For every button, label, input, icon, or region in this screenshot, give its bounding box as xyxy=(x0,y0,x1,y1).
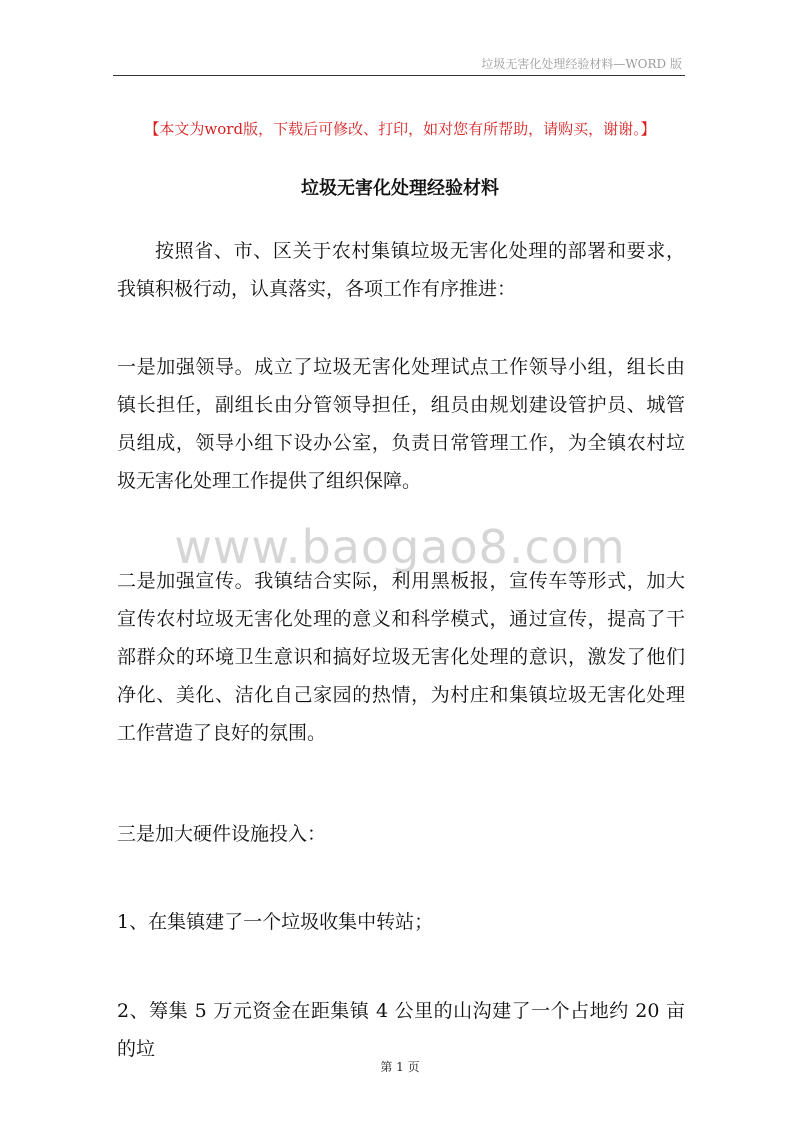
running-header: 垃圾无害化处理经验材料—WORD 版 xyxy=(481,57,682,71)
watermark: www.baogao8.com xyxy=(174,520,626,574)
paragraph-leadership: 一是加强领导。成立了垃圾无害化处理试点工作领导小组，组长由镇长担任，副组长由分管领导担任，组员由规划建设管护员、城管员组成，领导小组下设办公室，负责日常管理工作，为全镇农村垃圾无害化处理工作提供了组织保障。 xyxy=(117,356,685,492)
paragraph-intro: 按照省、市、区关于农村集镇垃圾无害化处理的部署和要求，我镇积极行动，认真落实，各项工作有序推进： xyxy=(117,240,685,300)
purchase-notice: 【本文为word版，下载后可修改、打印，如对您有所帮助，请购买，谢谢。】 xyxy=(144,120,656,138)
list-item-funding: 2、筹集 5 万元资金在距集镇 4 公里的山沟建了一个占地约 20 亩的垃 xyxy=(117,1000,685,1060)
paragraph-publicity: 二是加强宣传。我镇结合实际，利用黑板报，宣传车等形式，加大宣传农村垃圾无害化处理的意义和科学模式，通过宣传，提高了干部群众的环境卫生意识和搞好垃圾无害化处理的意识，激发了他们净化、美化、洁化自己家园的热情，为村庄和集镇垃圾无害化处理工作营造了良好的氛围。 xyxy=(117,570,685,744)
paragraph-facilities: 三是加大硬件设施投入： xyxy=(117,823,327,845)
document-title: 垃圾无害化处理经验材料 xyxy=(301,178,499,199)
header-divider xyxy=(113,75,685,76)
page-number: 第 1 页 xyxy=(380,1060,420,1074)
list-item-transfer-station: 1、在集镇建了一个垃圾收集中转站； xyxy=(117,911,434,933)
